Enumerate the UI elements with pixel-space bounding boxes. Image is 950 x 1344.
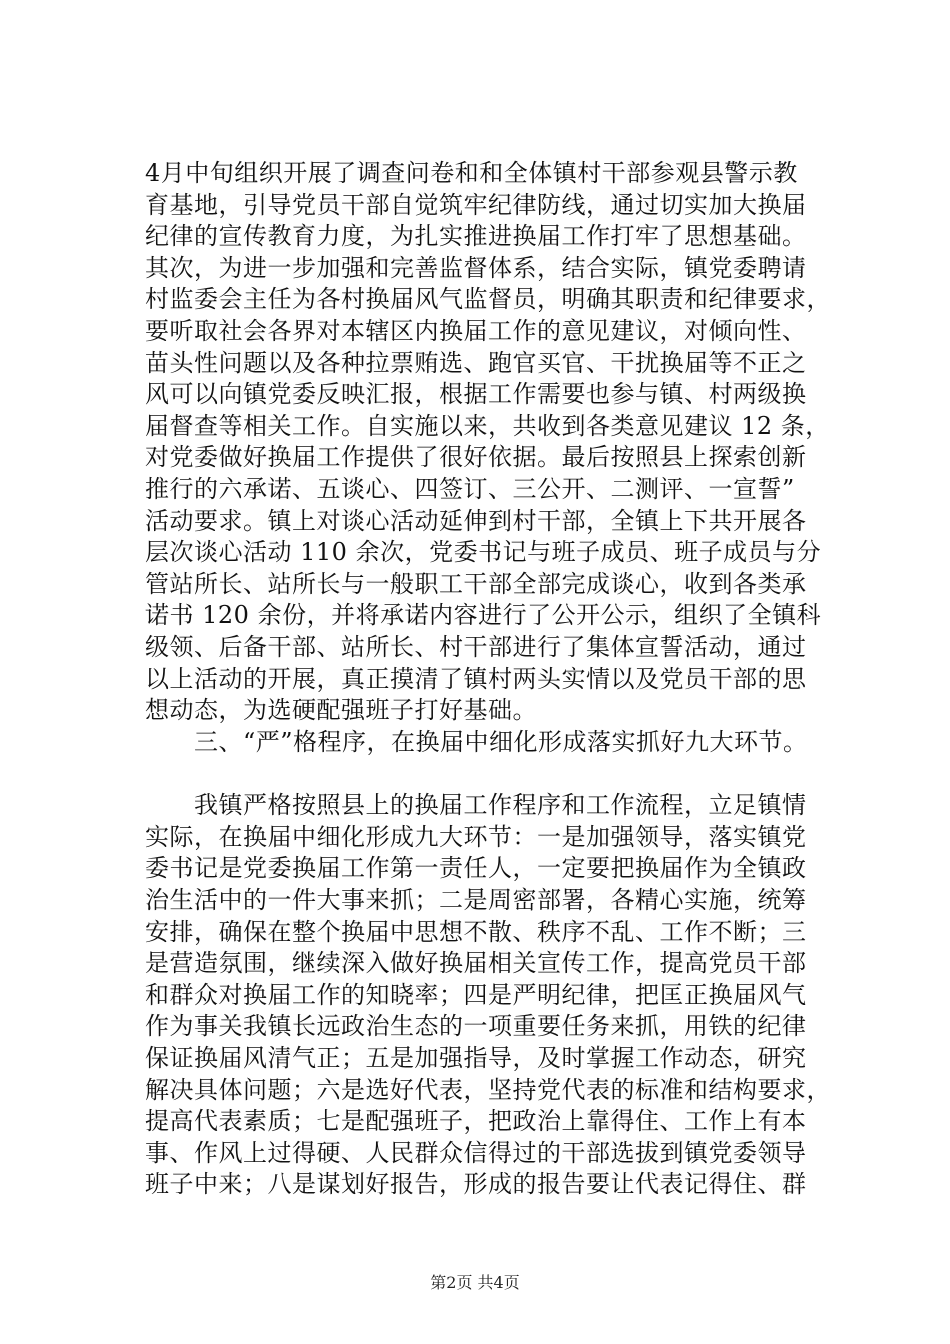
text-line: 苗头性问题以及各种拉票贿选、跑官买官、干扰换届等不正之 bbox=[145, 348, 807, 377]
text-line: 纪律的宣传教育力度，为扎实推进换届工作打牢了思想基础。 bbox=[145, 222, 807, 251]
document-body bbox=[145, 158, 845, 1201]
text-line: 提高代表素质；七是配强班子，把政治上靠得住、工作上有本 bbox=[145, 1107, 807, 1136]
text-line: 是营造氛围，继续深入做好换届相关宣传工作，提高党员干部 bbox=[145, 949, 807, 978]
text-line: 事、作风上过得硬、人民群众信得过的干部选拔到镇党委领导 bbox=[145, 1138, 807, 1167]
text-line: 活动要求。镇上对谈心活动延伸到村干部，全镇上下共开展各 bbox=[145, 506, 807, 535]
text-line: 诺书 120 余份，并将承诺内容进行了公开公示，组织了全镇科 bbox=[145, 601, 822, 630]
text-line: 解决具体问题；六是选好代表，坚持党代表的标准和结构要求， bbox=[145, 1075, 831, 1104]
paragraph-1 bbox=[145, 158, 845, 727]
text-line: 推行的六承诺、五谈心、四签订、三公开、二测评、一宣誓” bbox=[145, 474, 795, 503]
section-heading-3: 三、“严”格程序，在换届中细化形成落实抓好九大环节。 bbox=[145, 727, 808, 756]
text-line: 委书记是党委换届工作第一责任人，一定要把换届作为全镇政 bbox=[145, 854, 807, 883]
text-line: 要听取社会各界对本辖区内换届工作的意见建议，对倾向性、 bbox=[145, 316, 807, 345]
text-line: 和群众对换届工作的知晓率；四是严明纪律，把匡正换届风气 bbox=[145, 980, 807, 1009]
text-line: 管站所长、站所长与一般职工干部全部完成谈心，收到各类承 bbox=[145, 569, 807, 598]
text-line: 育基地，引导党员干部自觉筑牢纪律防线，通过切实加大换届 bbox=[145, 190, 807, 219]
paragraph-2 bbox=[145, 790, 845, 1201]
text-line: 级领、后备干部、站所长、村干部进行了集体宣誓活动，通过 bbox=[145, 632, 807, 661]
text-line: 村监委会主任为各村换届风气监督员，明确其职责和纪律要求， bbox=[145, 285, 831, 314]
text-line: 保证换届风清气正；五是加强指导，及时掌握工作动态，研究 bbox=[145, 1044, 807, 1073]
text-line: 届督查等相关工作。自实施以来，共收到各类意见建议 12 条， bbox=[145, 411, 830, 440]
page-footer: 第2页 共4页 bbox=[430, 1273, 520, 1292]
text-line: 安排，确保在整个换届中思想不散、秩序不乱、工作不断；三 bbox=[145, 917, 807, 946]
text-line: 其次，为进一步加强和完善监督体系，结合实际，镇党委聘请 bbox=[145, 253, 807, 282]
text-line: 实际，在换届中细化形成九大环节：一是加强领导，落实镇党 bbox=[145, 822, 807, 851]
text-line: 4月中旬组织开展了调查问卷和和全体镇村干部参观县警示教 bbox=[145, 159, 798, 187]
text-line: 作为事关我镇长远政治生态的一项重要任务来抓，用铁的纪律 bbox=[145, 1012, 807, 1041]
text-line: 层次谈心活动 110 余次，党委书记与班子成员、班子成员与分 bbox=[145, 538, 822, 567]
text-line: 以上活动的开展，真正摸清了镇村两头实情以及党员干部的思 bbox=[145, 664, 807, 693]
text-line: 我镇严格按照县上的换届工作程序和工作流程，立足镇情 bbox=[145, 791, 807, 820]
blank-line bbox=[145, 758, 845, 790]
text-line: 治生活中的一件大事来抓；二是周密部署，各精心实施，统筹 bbox=[145, 886, 807, 915]
text-line: 对党委做好换届工作提供了很好依据。最后按照县上探索创新 bbox=[145, 443, 807, 472]
text-line: 想动态，为选硬配强班子打好基础。 bbox=[145, 696, 537, 725]
text-line: 班子中来；八是谋划好报告，形成的报告要让代表记得住、群 bbox=[145, 1170, 807, 1199]
text-line: 风可以向镇党委反映汇报，根据工作需要也参与镇、村两级换 bbox=[145, 380, 807, 409]
